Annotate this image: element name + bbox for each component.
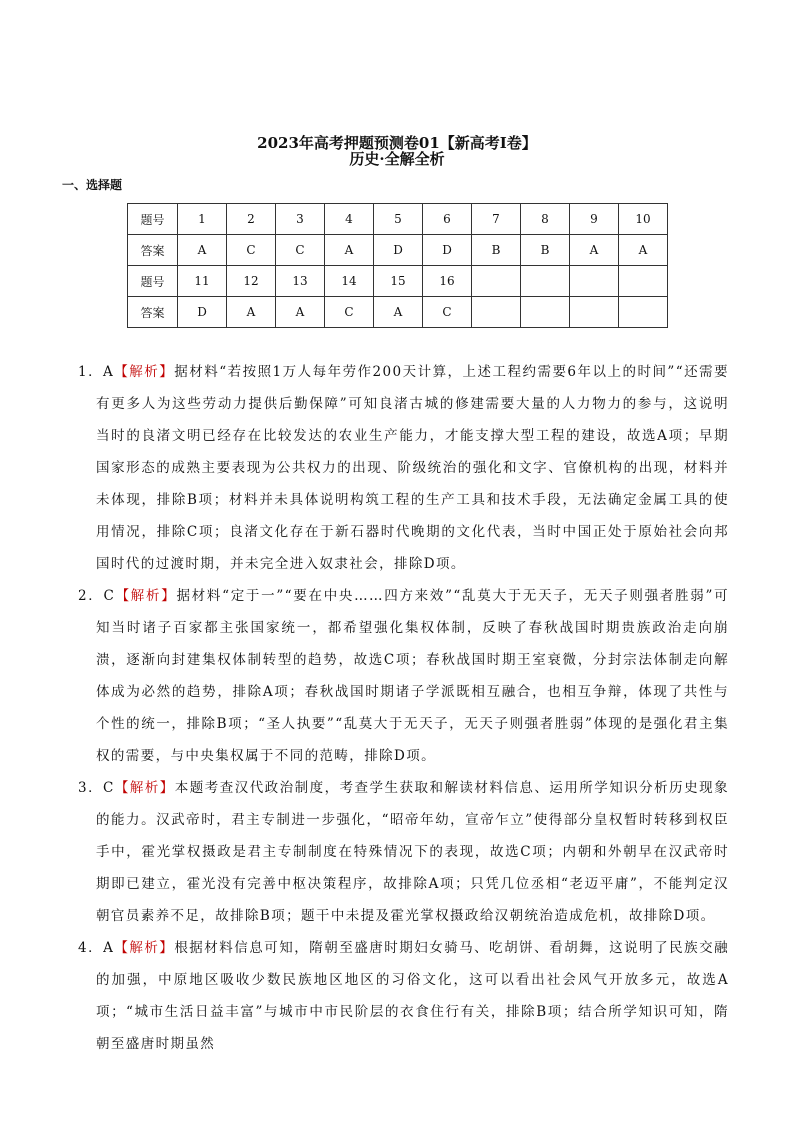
table-cell: B [472,235,521,266]
item-answer: 3．C [78,780,115,796]
table-cell: 8 [521,204,570,235]
table-cell: 11 [178,266,227,297]
table-cell [570,297,619,328]
table-cell: A [325,235,374,266]
table-cell: A [570,235,619,266]
analysis-tag: 【解析】 [115,588,177,604]
analysis-list [78,356,729,1060]
document-subtitle: 历史·全解全析 [349,150,445,168]
table-cell: 1 [178,204,227,235]
table-cell: C [276,235,325,266]
table-row [128,204,668,235]
table-cell: C [227,235,276,266]
table-cell: 16 [423,266,472,297]
table-cell: 13 [276,266,325,297]
row-label: 题号 [128,204,178,235]
table-cell: A [374,297,423,328]
analysis-item [78,580,729,772]
table-cell: D [423,235,472,266]
table-cell: 4 [325,204,374,235]
table-cell: A [178,235,227,266]
analysis-tag: 【解析】 [114,780,175,796]
table-cell [472,266,521,297]
table-cell: A [619,235,668,266]
document-title: 2023年高考押题预测卷01【新高考I卷】 [257,134,537,152]
table-cell [570,266,619,297]
row-label: 答案 [128,235,178,266]
table-cell [619,297,668,328]
table-cell: D [178,297,227,328]
table-cell: A [227,297,276,328]
table-cell: A [276,297,325,328]
table-cell: 12 [227,266,276,297]
table-cell: 3 [276,204,325,235]
table-cell: 5 [374,204,423,235]
analysis-item [78,772,729,932]
analysis-item [78,932,729,1060]
analysis-tag: 【解析】 [114,364,175,380]
table-cell: B [521,235,570,266]
table-cell: 9 [570,204,619,235]
table-cell: 14 [325,266,374,297]
item-text: 本题考查汉代政治制度，考查学生获取和解读材料信息、运用所学知识分析历史现象的能力。汉武帝时，君主专制进一步强化，“昭帝年幼，宣帝乍立”使得部分皇权暂时转移到权臣手中，霍光掌权摄政是君主专制制度在特殊情况下的表现，故选C项；内朝和外朝早在汉武帝时期即已建立，霍光没有完善中枢决策程序，故排除A项；只凭几位丞相“老迈平庸”，不能判定汉朝官员素养不足，故排除B项；题干中未提及霍光掌权摄政给汉朝统治造成危机，故排除D项。 [96,780,729,924]
table-cell: D [374,235,423,266]
item-text: 据材料“若按照1万人每年劳作200天计算，上述工程约需要6年以上的时间”“还需要有更多人为这些劳动力提供后勤保障”可知良渚古城的修建需要大量的人力物力的参与，这说明当时的良渚文明已经存在比较发达的农业生产能力，才能支撑大型工程的建设，故选A项；早期国家形态的成熟主要表现为公共权力的出现、阶级统治的强化和文字、官僚机构的出现，材料并未体现，排除B项；材料并未具体说明构筑工程的生产工具和技术手段，无法确定金属工具的使用情况，排除C项；良渚文化存在于新石器时代晚期的文化代表，当时中国正处于原始社会向邦国时代的过渡时期，并未完全进入奴隶社会，排除D项。 [96,364,729,572]
table-cell: C [423,297,472,328]
analysis-item [78,356,729,580]
table-row [128,266,668,297]
item-answer: 1．A [78,364,115,380]
row-label: 题号 [128,266,178,297]
table-cell: 6 [423,204,472,235]
item-answer: 4．A [78,940,115,956]
table-cell [521,297,570,328]
table-row [128,297,668,328]
table-cell: 2 [227,204,276,235]
table-cell: 7 [472,204,521,235]
table-cell: C [325,297,374,328]
table-cell [472,297,521,328]
table-cell [521,266,570,297]
table-cell: 15 [374,266,423,297]
item-text: 根据材料信息可知，隋朝至盛唐时期妇女骑马、吃胡饼、看胡舞，这说明了民族交融的加强，中原地区吸收少数民族地区地区的习俗文化，这可以看出社会风气开放多元，故选A项；“城市生活日益丰富”与城市中市民阶层的衣食住行有关，排除B项；结合所学知识可知，隋朝至盛唐时期虽然 [96,940,729,1052]
analysis-tag: 【解析】 [114,940,175,956]
table-cell [619,266,668,297]
item-answer: 2．C [78,588,116,604]
item-text: 据材料“定于一”“要在中央……四方来效”“乱莫大于无天子，无天子则强者胜弱”可知当时诸子百家都主张国家统一，都希望强化集权体制，反映了春秋战国时期贵族政治走向崩溃，逐渐向封建集权体制转型的趋势，故选C项；春秋战国时期王室衰微，分封宗法体制走向解体成为必然的趋势，排除A项；春秋战国时期诸子学派既相互融合，也相互争辩，体现了共性与个性的统一，排除B项；“圣人执要”“乱莫大于无天子，无天子则强者胜弱”体现的是强化君主集权的需要，与中央集权属于不同的范畴，排除D项。 [96,588,729,764]
section-title: 一、选择题 [62,178,123,192]
table-cell: 10 [619,204,668,235]
row-label: 答案 [128,297,178,328]
answer-table [127,203,668,328]
table-row [128,235,668,266]
